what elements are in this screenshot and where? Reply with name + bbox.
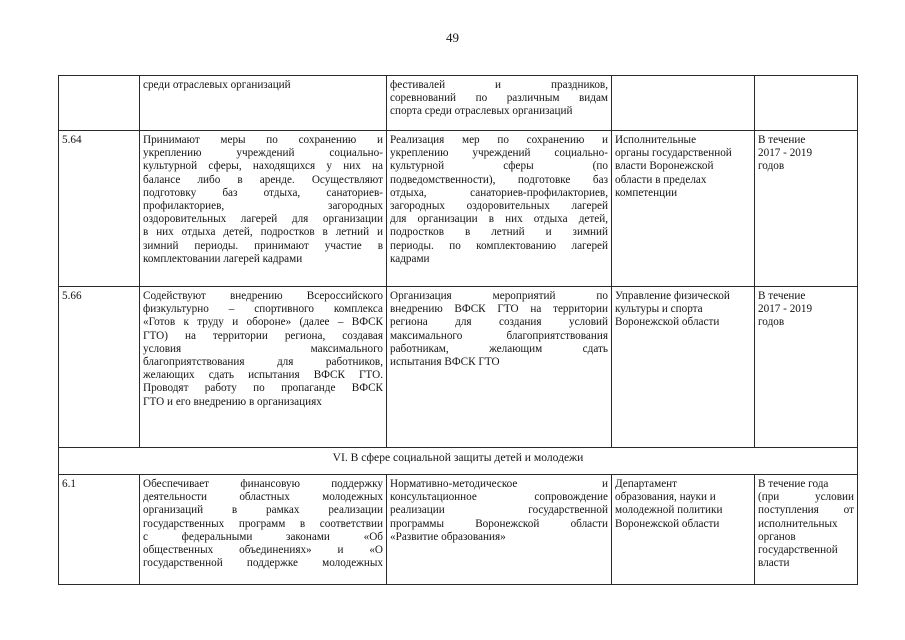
text-line: культурной сферы, находящихся у них на	[143, 160, 383, 173]
text-line: Нормативно-методическое и	[390, 478, 608, 490]
text-line: работникам, желающим сдать	[390, 342, 608, 355]
text-line: реализации государственной	[390, 504, 608, 517]
text-line: 2017 - 2019	[758, 303, 813, 316]
text-line: благоприятствования для работников,	[143, 356, 383, 369]
text-line: Содействуют внедрению Всероссийского	[143, 290, 383, 302]
text-line: профилакториев, загородных	[143, 200, 383, 213]
text-line: В течение	[758, 290, 806, 302]
text-line: государственных программ в соответствии	[143, 517, 383, 530]
text-line: укреплению учреждений социально-	[143, 147, 383, 160]
text-line: организаций в рамках реализации	[143, 504, 383, 517]
text-line: молодежной политики	[615, 504, 723, 517]
text-line: с федеральными законами «Об	[143, 530, 383, 543]
text-line: Реализация мер по сохранению и	[390, 134, 608, 146]
page-number: 49	[446, 30, 459, 45]
executor-cell	[612, 76, 755, 131]
text-line: программы Воронежской области	[390, 517, 608, 530]
text-line: максимального благоприятствования	[390, 329, 608, 342]
text-line: балансе либо в аренде. Осуществляют	[143, 173, 383, 186]
deadline-cell	[755, 287, 858, 448]
text-line: отдыха, санаториев-профилакториев,	[390, 186, 608, 199]
text-line: условия максимального	[143, 342, 383, 355]
deadline-cell	[755, 475, 858, 585]
text-line: среди отраслевых организаций	[143, 79, 291, 91]
deadline-cell	[755, 76, 858, 131]
text-line: органы государственной	[615, 147, 732, 160]
text-line: консультационное сопровождение	[390, 491, 608, 504]
text-line: образования, науки и	[615, 491, 716, 504]
text-line: периоды. по комплектованию лагерей	[390, 239, 608, 252]
text-line: соревнований по различным видам	[390, 92, 608, 105]
measure-cell	[140, 76, 387, 131]
row-number-cell: 5.66	[59, 287, 140, 448]
text-line: В течение	[758, 134, 806, 146]
text-line: Управление физической	[615, 290, 730, 302]
text-line: области в пределах	[615, 173, 707, 186]
text-line: годов	[758, 316, 785, 329]
section-title: VI. В сфере социальной защиты детей и молодежи	[59, 448, 858, 475]
text-line: желающих сдать испытания ВФСК ГТО.	[143, 369, 383, 382]
text-line: государственной поддержке молодежных	[143, 557, 383, 570]
text-line: «Готов к труду и обороне» (далее – ВФСК	[143, 316, 383, 329]
text-line: власти	[758, 557, 790, 570]
text-line: Исполнительные	[615, 134, 697, 146]
text-line: общественных объединениях» и «О	[143, 544, 383, 557]
text-line: поступления от	[758, 504, 854, 517]
measures-table	[58, 75, 858, 585]
text-line: Воронежской области	[615, 517, 720, 530]
implementation-cell	[387, 475, 612, 585]
text-line: внедрению ВФСК ГТО на территории	[390, 303, 608, 316]
implementation-cell	[387, 287, 612, 448]
table-row	[59, 475, 858, 585]
text-line: укреплению учреждений социально-	[390, 147, 608, 160]
text-line: подростков в летний и зимний	[390, 226, 608, 239]
text-line: 2017 - 2019	[758, 147, 813, 160]
text-line: Принимают меры по сохранению и	[143, 134, 383, 146]
implementation-cell	[387, 131, 612, 287]
text-line: подведомственности), подготовке баз	[390, 173, 608, 186]
text-line: фестивалей и праздников,	[390, 79, 608, 91]
measure-cell	[140, 131, 387, 287]
text-line: (при условии	[758, 491, 854, 504]
text-line: деятельности областных молодежных	[143, 491, 383, 504]
measure-cell	[140, 475, 387, 585]
text-line: подготовку баз отдыха, санаториев-	[143, 186, 383, 199]
text-line: комплектовании лагерей кадрами	[143, 252, 303, 265]
executor-cell	[612, 287, 755, 448]
text-line: спорта среди отраслевых организаций	[390, 105, 573, 118]
table-row	[59, 131, 858, 287]
text-line: загородных оздоровительных лагерей	[390, 200, 608, 213]
text-line: ГТО и его внедрению в организациях	[143, 395, 322, 408]
text-line: кадрами	[390, 252, 430, 265]
text-line: в них отдыха детей, подростков в летний и	[143, 226, 383, 239]
text-line: оздоровительных лагерей для организации	[143, 213, 383, 226]
text-line: для организации в них отдыха детей,	[390, 213, 608, 226]
text-line: исполнительных	[758, 517, 838, 530]
deadline-cell	[755, 131, 858, 287]
text-line: Проводят работу по пропаганде ВФСК	[143, 382, 383, 395]
row-number-cell: 5.64	[59, 131, 140, 287]
text-line: культуры и спорта	[615, 303, 703, 316]
text-line: ГТО) на территории региона, создавая	[143, 329, 383, 342]
text-line: В течение года	[758, 478, 829, 490]
text-line: государственной	[758, 544, 838, 557]
implementation-cell	[387, 76, 612, 131]
text-line: годов	[758, 160, 785, 173]
text-line: власти Воронежской	[615, 160, 714, 173]
table-row	[59, 287, 858, 448]
text-line: Департамент	[615, 478, 678, 490]
text-line: культурной сферы (по	[390, 160, 608, 173]
text-line: Обеспечивает финансовую поддержку	[143, 478, 383, 490]
executor-cell	[612, 131, 755, 287]
text-line: физкультурно – спортивного комплекса	[143, 303, 383, 316]
text-line: зимний периоды. принимают участие в	[143, 239, 383, 252]
row-number-cell: 6.1	[59, 475, 140, 585]
row-number-cell	[59, 76, 140, 131]
text-line: «Развитие образования»	[390, 530, 506, 543]
text-line: Воронежской области	[615, 316, 720, 329]
text-line: испытания ВФСК ГТО	[390, 356, 500, 369]
text-line: органов	[758, 530, 796, 543]
text-line: компетенции	[615, 186, 678, 199]
text-line: региона для создания условий	[390, 316, 608, 329]
executor-cell	[612, 475, 755, 585]
text-line: Организация мероприятий по	[390, 290, 608, 302]
measure-cell	[140, 287, 387, 448]
section-row	[59, 448, 858, 475]
table-row	[59, 76, 858, 131]
